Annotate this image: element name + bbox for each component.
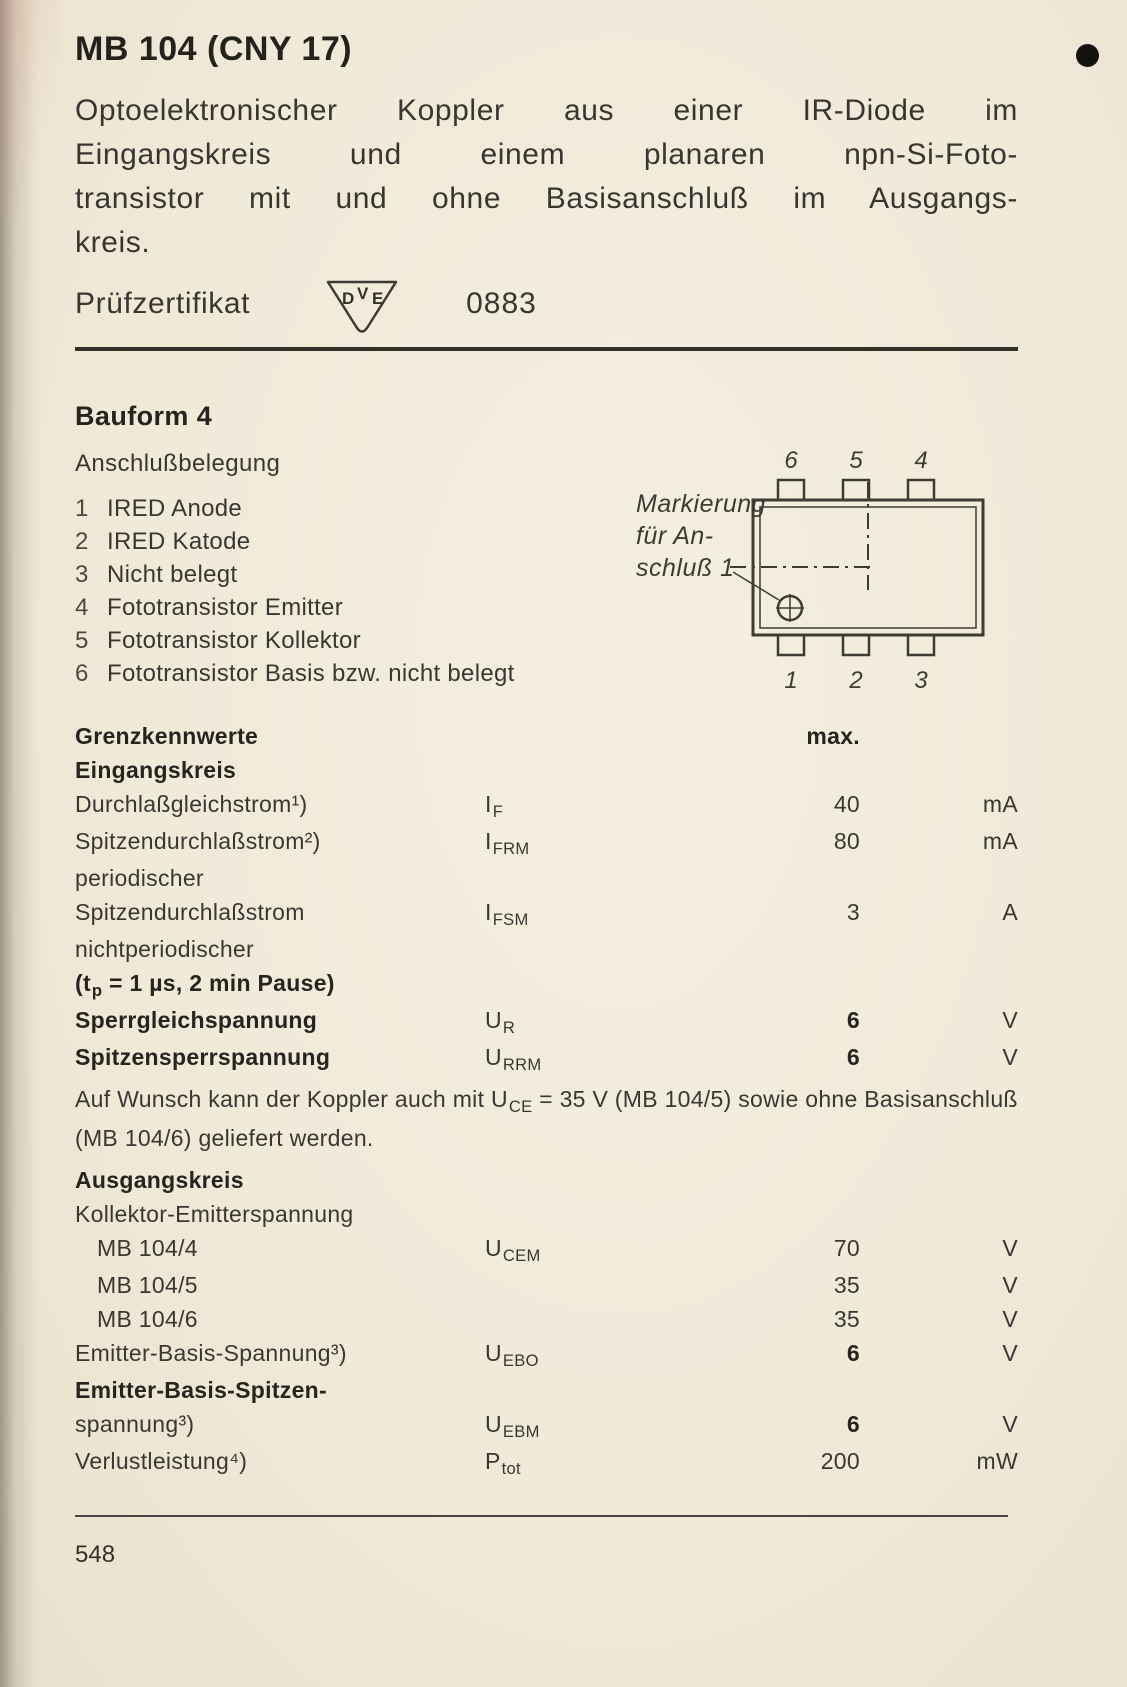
row-label: Durchlaßgleichstrom¹) [75, 791, 308, 817]
row-value: 6 [846, 1044, 860, 1070]
row-unit: mW [976, 1448, 1018, 1474]
pin-stub-1 [778, 635, 804, 655]
row-symbol: $U_{EBO}$ [485, 1340, 539, 1371]
pin-number: 2 [75, 528, 89, 555]
pin-number-label: 6 [784, 447, 798, 474]
intro-line: Eingangskreis und einem planaren npn-Si-Foto- [75, 138, 1018, 171]
table-row [75, 1373, 1018, 1407]
row-label: MB 104/4 [97, 1235, 198, 1261]
pin-label: Fototransistor Basis bzw. nicht belegt [107, 660, 515, 687]
row-unit: V [1002, 1007, 1018, 1033]
pin-list-item [75, 558, 558, 591]
table-continuation-row [75, 861, 1018, 895]
table-row [75, 1302, 1018, 1336]
pin-label: IRED Anode [107, 495, 243, 522]
row-symbol: $U_{CEM}$ [485, 1235, 541, 1266]
row-label: Emitter-Basis-Spitzen- [75, 1377, 327, 1403]
pin-stub-6 [778, 480, 804, 500]
vde-letter-v: V [357, 284, 369, 303]
row-label-continuation: periodischer [75, 865, 204, 891]
max-column-header: max. [806, 723, 860, 749]
row-unit: V [1002, 1306, 1018, 1332]
table-row [75, 1407, 1018, 1444]
group-label-row [75, 1197, 1018, 1231]
vde-certification-mark-icon [320, 273, 404, 335]
intro-line: Optoelektronischer Koppler aus einer IR-Diode im [75, 94, 1018, 127]
table-row [75, 1336, 1018, 1373]
pin-number: 4 [75, 594, 89, 621]
row-value: 3 [846, 899, 860, 925]
footer-divider [75, 1515, 1008, 1517]
vde-letter-d: D [342, 289, 355, 308]
row-value: 70 [833, 1235, 860, 1261]
pin-label: Nicht belegt [107, 561, 238, 588]
certificate-number: 0883 [466, 287, 537, 320]
row-symbol: $I_F$ [485, 791, 504, 822]
pin-number: 6 [75, 660, 89, 687]
row-label: Spitzendurchlaßstrom²) [75, 828, 321, 854]
pin-number-label: 2 [849, 667, 863, 694]
table-row [75, 1444, 1018, 1481]
row-symbol: $U_R$ [485, 1007, 516, 1038]
row-unit: V [1002, 1044, 1018, 1070]
package-diagram [558, 440, 1018, 713]
pin-list-item [75, 525, 558, 558]
bauform-heading: Bauform 4 [75, 401, 213, 431]
row-label: Emitter-Basis-Spannung³) [75, 1340, 347, 1366]
row-unit: V [1002, 1235, 1018, 1261]
pin-number-label: 3 [914, 667, 928, 694]
table-row [75, 1268, 1018, 1302]
row-label: MB 104/6 [97, 1306, 198, 1332]
pin-number: 5 [75, 627, 89, 654]
table-row [75, 1231, 1018, 1268]
intro-paragraph [75, 89, 1018, 265]
output-circuit-heading: Ausgangskreis [75, 1167, 244, 1193]
row-value: 35 [833, 1272, 860, 1298]
pinout-section [75, 446, 1018, 713]
table-header-row [75, 719, 1018, 753]
registration-dot [1076, 44, 1099, 67]
pin-number-label: 5 [849, 447, 863, 474]
page-footer [75, 1515, 1008, 1569]
row-value: 6 [846, 1340, 860, 1366]
table-continuation-row [75, 932, 1018, 966]
pin-label: Fototransistor Emitter [107, 594, 343, 621]
row-value: 40 [833, 791, 860, 817]
row-label: Spitzensperrspannung [75, 1044, 331, 1070]
row-label: Verlustleistung⁴) [75, 1448, 248, 1474]
pin-stub-2 [843, 635, 869, 655]
page-title: MB 104 (CNY 17) [75, 30, 353, 68]
row-label: MB 104/5 [97, 1272, 198, 1298]
table-row [75, 787, 1018, 824]
marking-annotation-line: Markierung [636, 490, 767, 518]
pinout-heading: Anschlußbelegung [75, 450, 281, 477]
pin-number: 3 [75, 561, 89, 588]
table-row [75, 824, 1018, 861]
pin-label: IRED Katode [107, 528, 251, 555]
group-label: Kollektor-Emitterspannung [75, 1201, 354, 1227]
table-row [75, 1040, 1018, 1077]
pin-list-item [75, 624, 558, 657]
row-label: Spitzendurchlaßstrom [75, 899, 305, 925]
row-symbol: $P_{tot}$ [485, 1448, 521, 1479]
pin-number-label: 4 [914, 447, 928, 474]
pin-stub-4 [908, 480, 934, 500]
output-table [75, 1163, 1018, 1481]
marking-annotation-line: für An- [636, 522, 714, 550]
row-unit: A [1002, 899, 1018, 925]
table-continuation-row [75, 966, 1018, 1003]
row-symbol: $U_{EBM}$ [485, 1411, 540, 1442]
section-row [75, 753, 1018, 787]
intro-line: kreis. [75, 226, 151, 259]
table-row [75, 895, 1018, 932]
row-symbol: $I_{FRM}$ [485, 828, 530, 859]
pin-label: Fototransistor Kollektor [107, 627, 361, 654]
certificate-label: Prüfzertifikat [75, 287, 251, 320]
row-unit: V [1002, 1272, 1018, 1298]
row-unit: mA [982, 791, 1018, 817]
certificate-row [75, 273, 1018, 335]
annotation-leader-line [733, 572, 779, 600]
pin-stub-3 [908, 635, 934, 655]
pin-list-item [75, 591, 558, 624]
option-note: Auf Wunsch kann der Koppler auch mit $U_{CE} = 35$ V (MB 104/5) sowie ohne Basisanschluß (MB 104/6) geliefert werden. [75, 1086, 1018, 1151]
row-unit: V [1002, 1411, 1018, 1437]
section-row [75, 1163, 1018, 1197]
input-circuit-heading: Eingangskreis [75, 757, 237, 783]
row-symbol: $U_{RRM}$ [485, 1044, 542, 1075]
limits-heading: Grenzkennwerte [75, 723, 259, 749]
pin-list-item [75, 657, 558, 690]
section-divider [75, 347, 1018, 351]
row-value: 200 [820, 1448, 860, 1474]
row-label: Sperrgleichspannung [75, 1007, 318, 1033]
table-row [75, 1003, 1018, 1040]
row-label-continuation: spannung³) [75, 1411, 195, 1437]
pin-list [75, 446, 558, 713]
limits-table [75, 719, 1018, 1077]
marking-annotation-line: schluß 1 [636, 554, 735, 582]
pause-condition-line: ($t_p = 1$ µs, 2 min Pause) [75, 970, 335, 1001]
row-unit: mA [982, 828, 1018, 854]
row-value: 80 [833, 828, 860, 854]
pin-number-label: 1 [784, 667, 798, 694]
intro-line: transistor mit und ohne Basisanschluß im Ausgangs- [75, 182, 1018, 215]
page-number: 548 [75, 1541, 116, 1568]
row-unit: V [1002, 1340, 1018, 1366]
vde-letter-e: E [372, 289, 384, 308]
pin-stub-5 [843, 480, 869, 500]
row-value: 6 [846, 1007, 860, 1033]
row-value: 6 [846, 1411, 860, 1437]
row-label-continuation: nichtperiodischer [75, 936, 254, 962]
row-symbol: $I_{FSM}$ [485, 899, 529, 930]
pin-number: 1 [75, 495, 89, 522]
row-value: 35 [833, 1306, 860, 1332]
pin-list-item [75, 492, 558, 525]
